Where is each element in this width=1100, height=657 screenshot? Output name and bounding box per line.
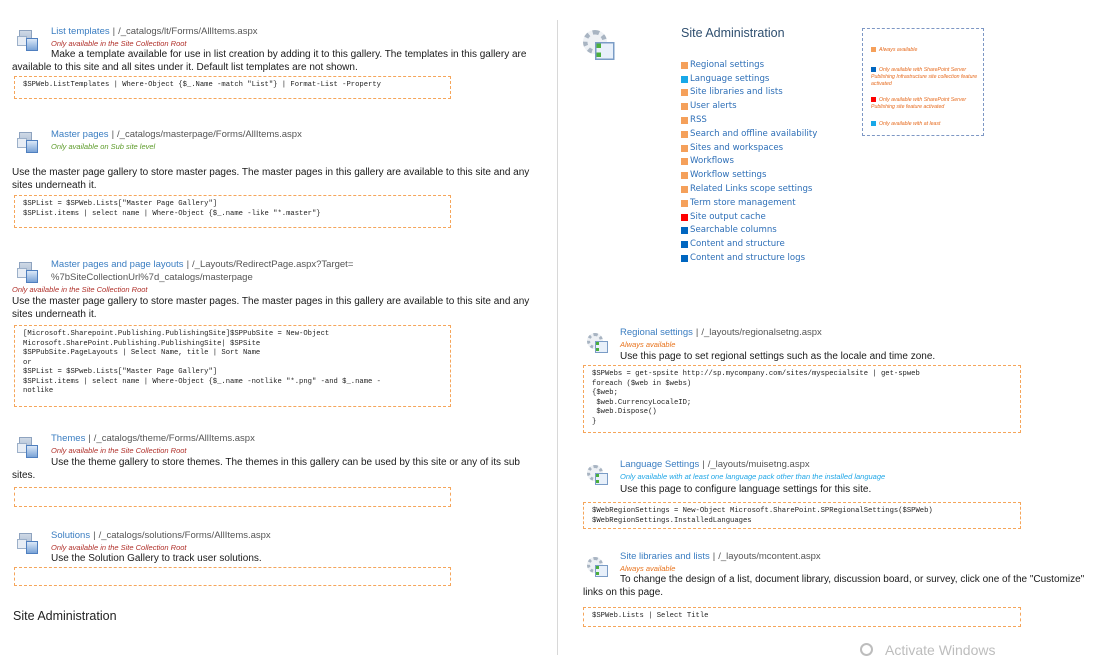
availability-note: Only available with at least one language pack other than the installed language — [620, 472, 886, 481]
entry-path: /_layouts/muisetng.aspx — [707, 459, 810, 470]
admin-link-item[interactable] — [681, 111, 817, 125]
availability-legend — [862, 28, 984, 136]
master-pages-layouts-link[interactable]: Master pages and page layouts — [51, 259, 184, 270]
admin-link-item[interactable] — [681, 166, 817, 180]
entry-path: /_layouts/mcontent.aspx — [718, 551, 821, 562]
code-block-empty — [14, 567, 451, 586]
legend-item — [871, 47, 979, 54]
entry-description: Use this page to configure language settings for this site. — [620, 484, 872, 495]
library-icon — [17, 262, 39, 284]
admin-link-label[interactable]: Site libraries and lists — [690, 87, 783, 98]
availability-note: Always available — [620, 564, 676, 573]
legend-text: Only available with SharePoint Server Publishing Infrastructure site collection feature activated — [871, 67, 978, 87]
admin-link-label[interactable]: Term store management — [690, 197, 796, 208]
entry-path-continued: %7bSiteCollectionUrl%7d_catalogs/masterpage — [51, 272, 253, 283]
availability-marker-icon — [681, 145, 688, 152]
windows-activation-icon — [860, 643, 873, 656]
availability-marker-icon — [681, 214, 688, 221]
legend-item — [871, 97, 979, 111]
legend-item — [871, 67, 979, 88]
admin-link-label[interactable]: Related Links scope settings — [690, 183, 813, 194]
code-block: $SPWeb.Lists | Select Title — [583, 607, 1021, 627]
entry-description: Use the theme gallery to store themes. The themes in this gallery can be used by this site or any of its sub sites. — [12, 457, 520, 481]
admin-link-label[interactable]: RSS — [690, 114, 707, 125]
code-block: $WebRegionSettings = New-Object Microsoft.SharePoint.SPRegionalSettings($SPWeb) $WebRegionSettings.InstalledLanguages — [583, 502, 1021, 529]
list-templates-link[interactable]: List templates — [51, 26, 110, 37]
availability-marker-icon — [681, 62, 688, 69]
admin-link-item[interactable] — [681, 139, 817, 153]
entry-description: Use this page to set regional settings such as the locale and time zone. — [620, 351, 936, 362]
admin-link-label[interactable]: Searchable columns — [690, 225, 777, 236]
entry-title-line: Master pages and page layouts | /_Layouts/RedirectPage.aspx?Target= — [51, 259, 354, 270]
availability-note: Always available — [620, 340, 676, 349]
entry-path: /_catalogs/solutions/Forms/AllItems.aspx — [98, 530, 271, 541]
activate-windows-watermark — [860, 642, 995, 657]
entry-description: To change the design of a list, document library, discussion board, or survey, click one of the "Customize" links on this page. — [583, 574, 1085, 598]
availability-marker-icon — [681, 117, 688, 124]
admin-link-item[interactable] — [681, 194, 817, 208]
availability-note: Only available in the Site Collection Root — [51, 446, 187, 455]
entry-title-line: Regional settings | /_layouts/regionalsetng.aspx — [620, 327, 822, 338]
admin-link-label[interactable]: Regional settings — [690, 59, 765, 70]
master-pages-link[interactable]: Master pages — [51, 129, 109, 140]
entry-path: /_catalogs/theme/Forms/AllItems.aspx — [93, 433, 255, 444]
availability-marker-icon — [681, 186, 688, 193]
admin-link-item[interactable] — [681, 84, 817, 98]
admin-link-label[interactable]: Sites and workspaces — [690, 142, 784, 153]
entry-title-line: Solutions | /_catalogs/solutions/Forms/AllItems.aspx — [51, 530, 271, 541]
availability-note: Only available in the Site Collection Root — [51, 543, 187, 552]
entry-description: Make a template available for use in list creation by adding it to this gallery. The templates in this gallery are available to this site and all sites under it. Default list templates are not shown. — [12, 49, 527, 73]
regional-settings-link[interactable]: Regional settings — [620, 327, 693, 338]
admin-link-item[interactable] — [681, 222, 817, 236]
legend-text: Only available with SharePoint Server Publishing site feature activated — [871, 97, 967, 110]
entry-title-line: Site libraries and lists | /_layouts/mcontent.aspx — [620, 551, 821, 562]
legend-text: Only available with at least — [879, 121, 941, 127]
entry-description: Use the master page gallery to store master pages. The master pages in this gallery are available to this site and any sites underneath it. — [12, 296, 530, 320]
admin-link-label[interactable]: Search and offline availability — [690, 128, 818, 139]
admin-link-item[interactable] — [681, 153, 817, 167]
admin-link-label[interactable]: Workflow settings — [690, 170, 767, 181]
code-block: $SPWeb.ListTemplates | Where-Object {$_.Name -match "List"} | Format-List -Property — [14, 76, 451, 99]
availability-note: Only available on Sub site level — [51, 142, 156, 151]
availability-marker-icon — [681, 255, 688, 262]
entry-title-line: Themes | /_catalogs/theme/Forms/AllItems.aspx — [51, 433, 255, 444]
availability-marker-icon — [681, 200, 688, 207]
library-icon — [17, 132, 39, 154]
library-icon — [17, 533, 39, 555]
section-heading: Site Administration — [13, 609, 117, 623]
watermark-text: Activate Windows — [885, 642, 996, 657]
entry-title-line: Master pages | /_catalogs/masterpage/Forms/AllItems.aspx — [51, 129, 302, 140]
admin-link-item[interactable] — [681, 235, 817, 249]
admin-link-item[interactable] — [681, 56, 817, 70]
availability-marker-icon — [681, 158, 688, 165]
legend-swatch-icon — [871, 47, 876, 52]
availability-marker-icon — [681, 103, 688, 110]
code-block: [Microsoft.Sharepoint.Publishing.PublishingSite]$SPPubSite = New-Object Microsoft.SharePoint.Publishing.PublishingSite| $SPSite $SPPubSite.PageLayouts | Select Name, title | Sort Name or $SPList = $SPweb.Lists["Master Page Gallery"] $SPList.items | select name | Where-Object {$_.name -notlike "*.png" -and $_.name - notlike — [14, 325, 451, 407]
code-block-empty — [14, 487, 451, 507]
site-admin-gear-icon — [583, 30, 616, 63]
legend-text: Always available — [879, 47, 918, 53]
entry-path: /_Layouts/RedirectPage.aspx?Target= — [192, 259, 354, 270]
legend-swatch-icon — [871, 97, 876, 102]
admin-link-item[interactable] — [681, 208, 817, 222]
availability-marker-icon — [681, 76, 688, 83]
settings-gear-icon — [587, 465, 609, 487]
entry-path: /_catalogs/masterpage/Forms/AllItems.aspx — [117, 129, 302, 140]
solutions-link[interactable]: Solutions — [51, 530, 91, 541]
entry-path: /_catalogs/lt/Forms/AllItems.aspx — [118, 26, 258, 37]
code-block: $SPList = $SPWeb.Lists["Master Page Gallery"] $SPList.items | select name | Where-Object {$_.name -like "*.master"} — [14, 195, 451, 228]
availability-note: Only available in the Site Collection Root — [12, 285, 148, 294]
site-admin-links — [681, 56, 817, 263]
availability-marker-icon — [681, 227, 688, 234]
entry-title-line: Language Settings | /_layouts/muisetng.aspx — [620, 459, 810, 470]
availability-marker-icon — [681, 89, 688, 96]
admin-link-label[interactable]: Language settings — [690, 73, 770, 84]
admin-link-item[interactable] — [681, 97, 817, 111]
availability-marker-icon — [681, 172, 688, 179]
admin-link-item[interactable] — [681, 180, 817, 194]
legend-swatch-icon — [871, 67, 876, 72]
admin-link-label[interactable]: Content and structure — [690, 239, 785, 250]
admin-link-item[interactable] — [681, 125, 817, 139]
settings-gear-icon — [587, 333, 609, 355]
availability-note: Only available in the Site Collection Root — [51, 39, 187, 48]
admin-link-item[interactable] — [681, 70, 817, 84]
availability-marker-icon — [681, 241, 688, 248]
entry-title-line: List templates | /_catalogs/lt/Forms/AllItems.aspx — [51, 26, 258, 37]
admin-link-label[interactable]: Workflows — [690, 156, 734, 167]
column-divider — [557, 20, 558, 655]
entry-description: Use the Solution Gallery to track user solutions. — [51, 553, 262, 564]
entry-path: /_layouts/regionalsetng.aspx — [701, 327, 822, 338]
language-settings-link[interactable]: Language Settings — [620, 459, 700, 470]
code-block: $SPWebs = get-spsite http://sp.mycompany.com/sites/myspecialsite | get-spweb foreach ($web in $webs) {$web; $web.CurrencyLocaleID; $web.Dispose() } — [583, 365, 1021, 433]
legend-swatch-icon — [871, 121, 876, 126]
admin-link-label[interactable]: Content and structure logs — [690, 252, 806, 263]
admin-link-label[interactable]: User alerts — [690, 101, 737, 112]
themes-link[interactable]: Themes — [51, 433, 86, 444]
entry-description: Use the master page gallery to store master pages. The master pages in this gallery are available to this site and any sites underneath it. — [12, 167, 530, 191]
site-admin-title: Site Administration — [681, 26, 785, 40]
availability-marker-icon — [681, 131, 688, 138]
legend-item — [871, 121, 979, 128]
admin-link-label[interactable]: Site output cache — [690, 211, 766, 222]
site-libraries-lists-link[interactable]: Site libraries and lists — [620, 551, 710, 562]
admin-link-item[interactable] — [681, 249, 817, 263]
